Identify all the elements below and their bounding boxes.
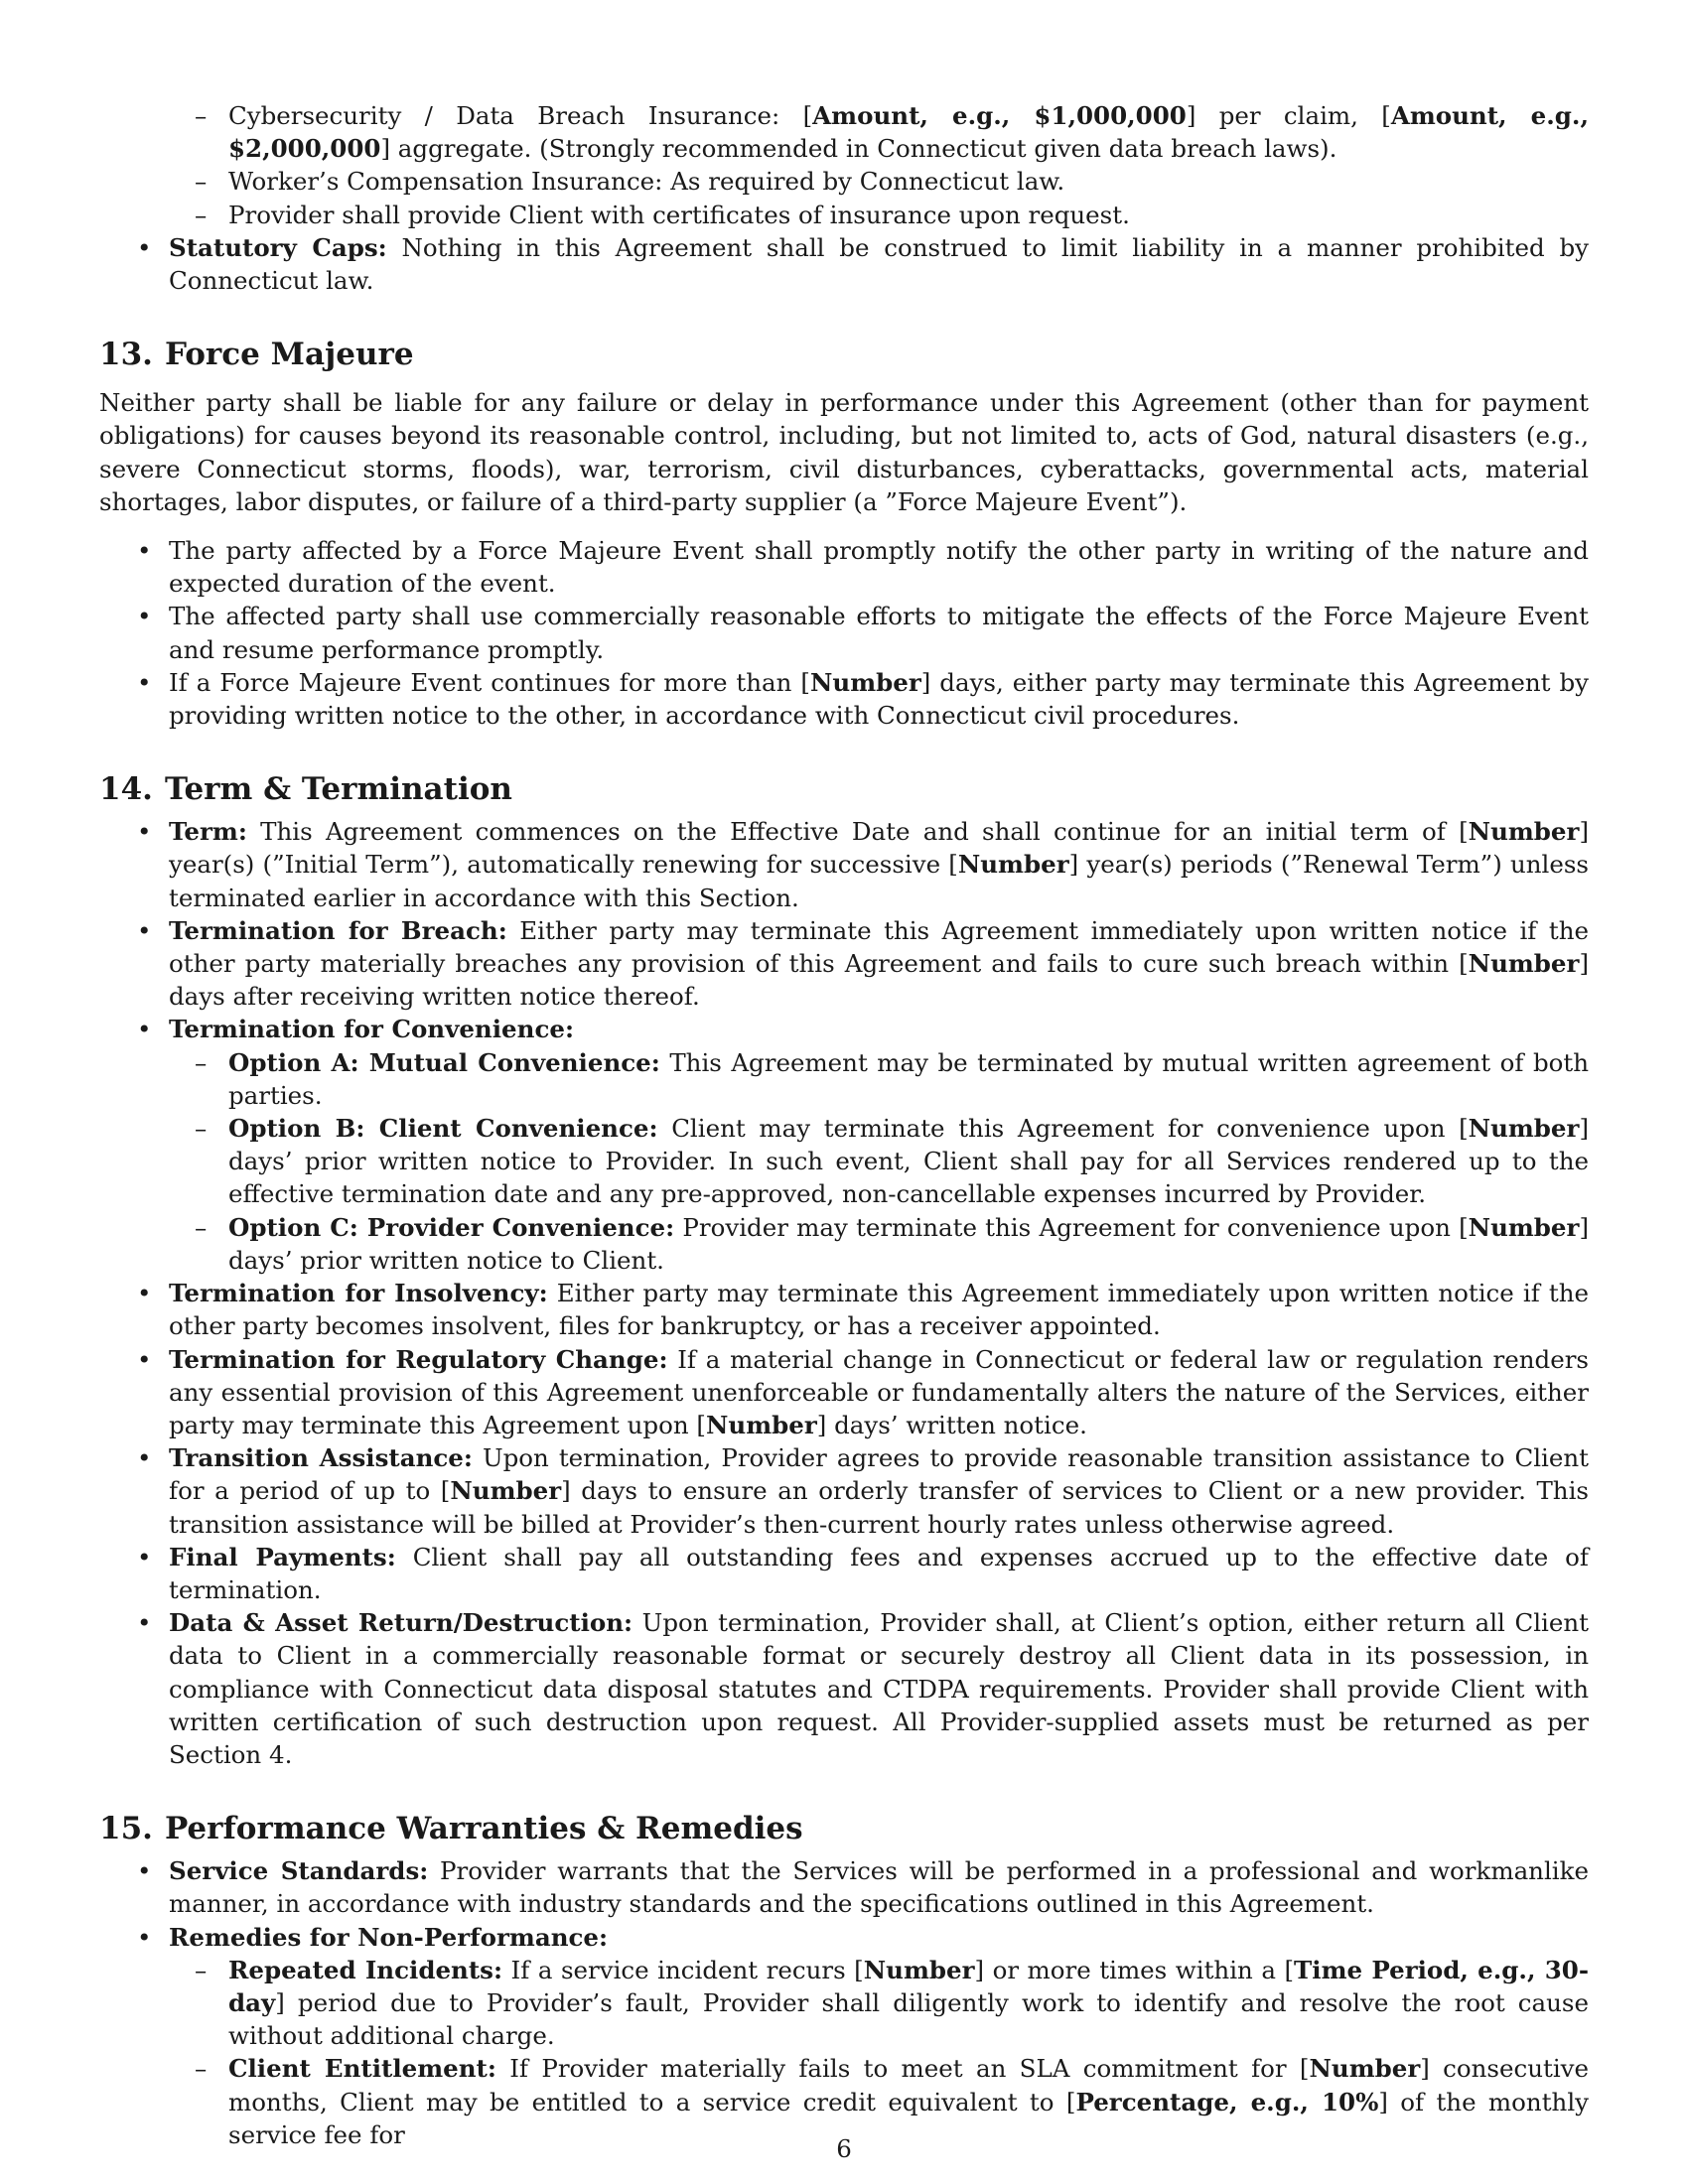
breach-item: • Termination for Breach: Either party may terminate this Agreement immediately upon written notice if the other party materially breaches any provision of this Agreement and fails to cure such breach within [Number] days after receiving written notice thereof. — [137, 915, 1590, 1012]
dash-bullet: – — [195, 167, 208, 197]
list-item — [99, 99, 1589, 231]
section-heading-14: 14. Term & Termination — [99, 771, 512, 808]
insurance-sublist — [99, 99, 1589, 231]
bullet: • — [137, 232, 152, 262]
section-heading-13: 13. Force Majeure — [99, 337, 414, 373]
convenience-item: • Termination for Convenience: – Option A: Mutual Convenience: This Agreement may be terminated by mutual written agreement of both parties. – Option B: Client Convenience: Client may terminate this Agreement for convenience upon [Number] days’ prior written notice to Provider. In such event, Client shall pay for all Services rendered up to the effective termination date and any pre-approved, non-cancellable expenses incurred by Provider. – Option C: Provider Convenience: Provider may terminate this Agreement for convenience upon [Number] days’ prior written notice to Client. — [99, 1013, 1589, 1277]
service-standards-item: • Service Standards: Provider warrants that the Services will be performed in a professional and workmanlike manner, in accordance with industry standards and the specifications outlined in this Agreement. — [137, 1856, 1589, 1919]
repeated-incidents: – Repeated Incidents: If a service incident recurs [Number] or more times within a [Time Period, e.g., 30-day] period due to Provider’s fault, Provider shall diligently work to identify and resolve the root cause without additional charge. — [195, 1955, 1590, 2051]
dash-bullet: – — [195, 101, 208, 130]
insolvency-item: • Termination for Insolvency: Either party may terminate this Agreement immediately upon written notice if the other party becomes insolvent, files for bankruptcy, or has a receiver appointed. — [137, 1279, 1589, 1341]
section-14-list — [99, 815, 1589, 1771]
list-item: – Provider shall provide Client with certificates of insurance upon request. — [99, 199, 1589, 231]
term-item: • Term: This Agreement commences on the Effective Date and shall continue for an initial term of [Number] year(s) (”Initial Term”), automatically renewing for successive [Number] year(s) periods (”Renewal Term”) unless terminated earlier in accordance with this Section. — [137, 817, 1589, 912]
list-item: – Worker’s Compensation Insurance: As required by Connecticut law. — [99, 165, 1589, 198]
regulatory-item: • Termination for Regulatory Change: If a material change in Connecticut or federal law or regulation renders any essential provision of this Agreement unenforceable or fundamentally alters the nature of the Services, either party may terminate this Agreement upon [Number] days’ written notice. — [137, 1344, 1589, 1439]
remedies-sublist — [99, 1954, 1589, 2151]
convenience-options — [99, 1046, 1589, 1277]
page-number: 6 — [836, 2134, 852, 2163]
option-b: – Option B: Client Convenience: Client may terminate this Agreement for convenience upon [Number] days’ prior written notice to Provider. In such event, Client shall pay for all Services rendered up to the effective termination date and any pre-approved, non-cancellable expenses incurred by Provider. — [195, 1114, 1589, 1209]
list-item: • If a Force Majeure Event continues for more than [Number] days, either party may terminate this Agreement by providing written notice to the other, in accordance with Connecticut civil procedures. — [137, 667, 1590, 731]
option-a: – Option A: Mutual Convenience: This Agreement may be terminated by mutual written agreement of both parties. — [195, 1047, 1590, 1110]
list-item: • The party affected by a Force Majeure Event shall promptly notify the other party in writing of the nature and expected duration of the event. — [137, 536, 1589, 599]
section-13-intro: Neither party shall be liable for any failure or delay in performance under this Agreement (other than for payment obligations) for causes beyond its reasonable control, including, but not limited to, acts of God, natural disasters (e.g., severe Connecticut storms, floods), war, terrorism, civil disturbances, cyberattacks, governmental acts, material shortages, labor disputes, or failure of a third-party supplier (a ”Force Majeure Event”). — [99, 388, 1589, 516]
statutory-caps-item: • Statutory Caps: Nothing in this Agreement shall be construed to limit liability in a manner prohibited by Connecticut law. — [137, 232, 1589, 296]
option-c: – Option C: Provider Convenience: Provider may terminate this Agreement for convenience upon [Number] days’ prior written notice to Client. — [195, 1212, 1589, 1275]
dash-bullet: – — [195, 200, 208, 229]
section-13-list — [99, 534, 1589, 732]
remedies-item: • Remedies for Non-Performance: – Repeated Incidents: If a service incident recurs [Number] or more times within a [Time Period, e.g., 30-day] period due to Provider’s fault, Provider shall diligently work to identify and resolve the root cause without additional charge. – Client Entitlement: If Provider materially fails to meet an SLA commitment for [Number] consecutive months, Client may be entitled to a service credit equivalent to [Percentage, e.g., 10%] of the monthly service fee for — [99, 1921, 1589, 2151]
transition-item: • Transition Assistance: Upon termination, Provider agrees to provide reasonable transition assistance to Client for a period of up to [Number] days to ensure an orderly transfer of services to Client or a new provider. This transition assistance will be billed at Provider’s then-current hourly rates unless otherwise agreed. — [137, 1443, 1589, 1539]
list-item: • The affected party shall use commercially reasonable efforts to mitigate the effects of the Force Majeure Event and resume performance promptly. — [137, 602, 1589, 664]
section-heading-15: 15. Performance Warranties & Remedies — [99, 1811, 803, 1847]
document-page — [99, 99, 1589, 2151]
data-return-item: • Data & Asset Return/Destruction: Upon termination, Provider shall, at Client’s option, either return all Client data to Client in a commercially reasonable format or securely destroy all Client data in its possession, in compliance with Connecticut data disposal statutes and CTDPA requirements. Provider shall provide Client with written certification of such destruction upon request. All Provider-supplied assets must be returned as per Section 4. — [137, 1608, 1590, 1769]
insurance-list — [99, 99, 1589, 297]
list-item: – Cybersecurity / Data Breach Insurance: [Amount, e.g., $1,000,000] per claim, [Amount, e.g., $2,000,000] aggregate. (Strongly recommended in Connecticut given data breach laws). — [195, 101, 1589, 164]
section-15-list — [99, 1854, 1589, 2151]
client-entitlement: – Client Entitlement: If Provider materially fails to meet an SLA commitment for [Number] consecutive months, Client may be entitled to a service credit equivalent to [Percentage, e.g., 10%] of the monthly service fee for — [195, 2054, 1590, 2149]
final-payments-item: • Final Payments: Client shall pay all outstanding fees and expenses accrued up to the effective date of termination. — [137, 1542, 1589, 1604]
